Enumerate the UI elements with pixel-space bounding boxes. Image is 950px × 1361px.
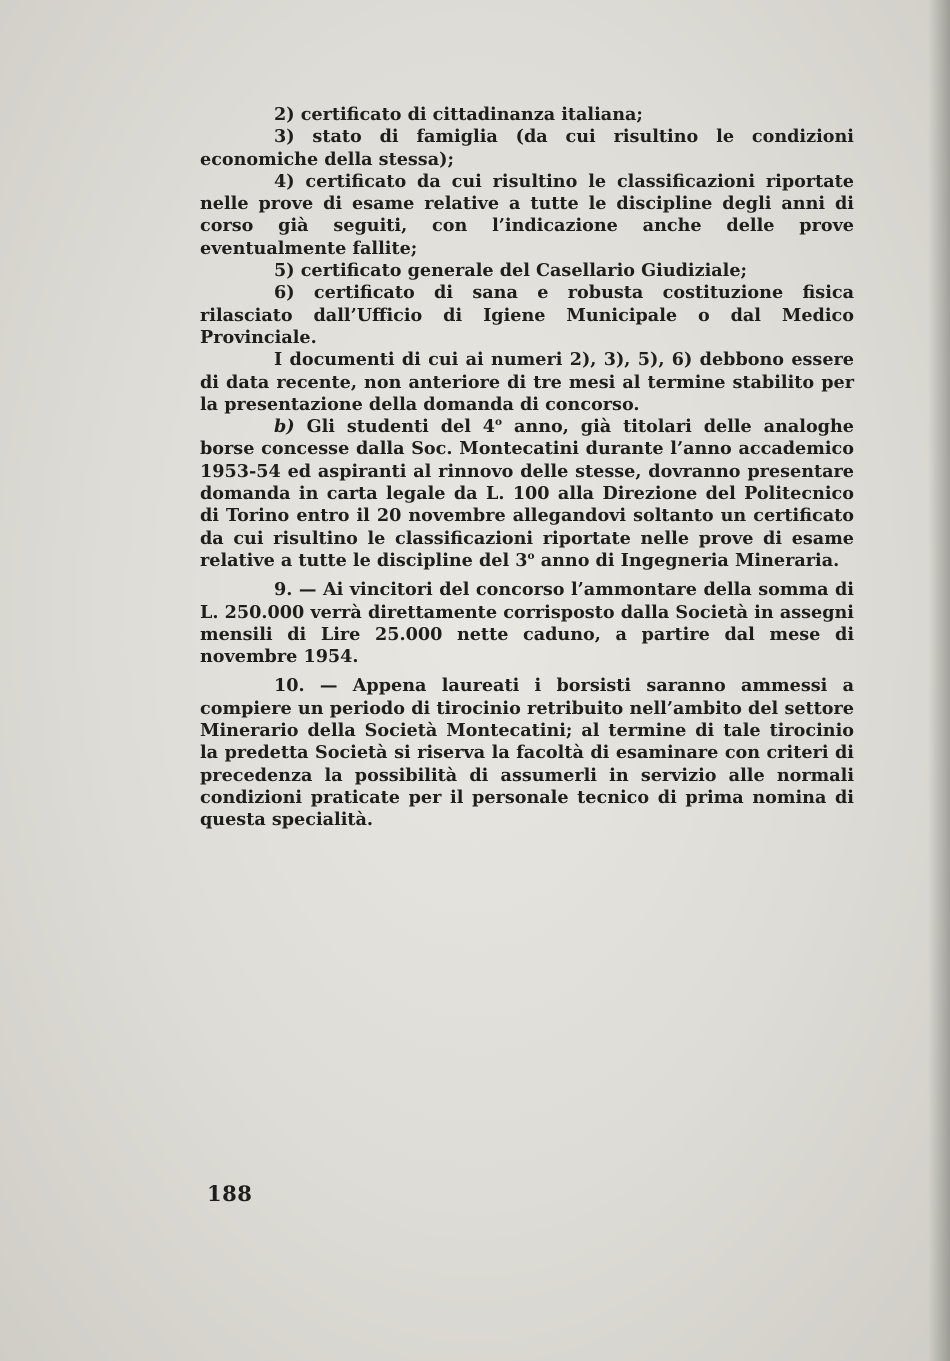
paragraph-section-9: 9. — Ai vincitori del concorso l’ammontare della somma di L. 250.000 verrà direttamente corrisposto dalla Società in assegni mensili di Lire 25.000 nette caduno, a partire dal mese di novembre 1954. xyxy=(200,579,854,668)
paragraph-item-5: 5) certificato generale del Casellario Giudiziale; xyxy=(274,260,748,282)
paragraph-b-text-3: anno di Ingegneria Mineraria. xyxy=(540,549,840,571)
paragraph-item-3: 3) stato di famiglia (da cui risultino le condizioni economiche della stessa); xyxy=(200,126,854,170)
paragraph-b-label: b) xyxy=(274,416,295,438)
paragraph-b-sup-1: o xyxy=(495,416,503,429)
paragraph-item-6: 6) certificato di sana e robusta costituzione fisica rilasciato dall’Ufficio di Igiene Municipale o dal Medico Provinciale. xyxy=(200,282,854,348)
paragraph-b xyxy=(200,416,854,572)
page-edge-shadow xyxy=(928,0,950,1361)
paragraph-b-text-1: Gli studenti del 4 xyxy=(306,416,496,438)
document-body xyxy=(200,104,854,832)
paragraph-item-2: 2) certificato di cittadinanza italiana; xyxy=(274,104,643,125)
paragraph-section-10: 10. — Appena laureati i borsisti saranno ammessi a compiere un periodo di tirocinio retribuito nell’ambito del settore Minerario della Società Montecatini; al termine di tale tirocinio la predetta Società si riserva la facoltà di esaminare con criteri di precedenza la possibilità di assumerli in servizio alle normali condizioni praticate per il personale tecnico di prima nomina di questa specialità. xyxy=(200,675,854,831)
show-through-bleed xyxy=(150,860,890,1180)
paragraph-documents-note: I documenti di cui ai numeri 2), 3), 5), 6) debbono essere di data recente, non anteriore di tre mesi al termine stabilito per la presentazione della domanda di concorso. xyxy=(200,349,854,415)
page-number: 188 xyxy=(207,1181,253,1206)
paragraph-b-sup-2: o xyxy=(527,550,535,563)
paragraph-b-text-2: anno, già titolari delle analoghe borse concesse dalla Soc. Montecatini durante l’anno accademico 1953-54 ed aspiranti al rinnovo delle stesse, dovranno presentare domanda in carta legale da L. 100 alla Direzione del Politecnico di Torino entro il 20 novembre allegandovi soltanto un certificato da cui risultino le classificazioni riportate nelle prove di esame relative a tutte le discipline del 3 xyxy=(200,416,854,571)
paragraph-item-4: 4) certificato da cui risultino le classificazioni riportate nelle prove di esame relative a tutte le discipline degli anni di corso già seguiti, con l’indicazione anche delle prove eventualmente fallite; xyxy=(200,170,854,259)
